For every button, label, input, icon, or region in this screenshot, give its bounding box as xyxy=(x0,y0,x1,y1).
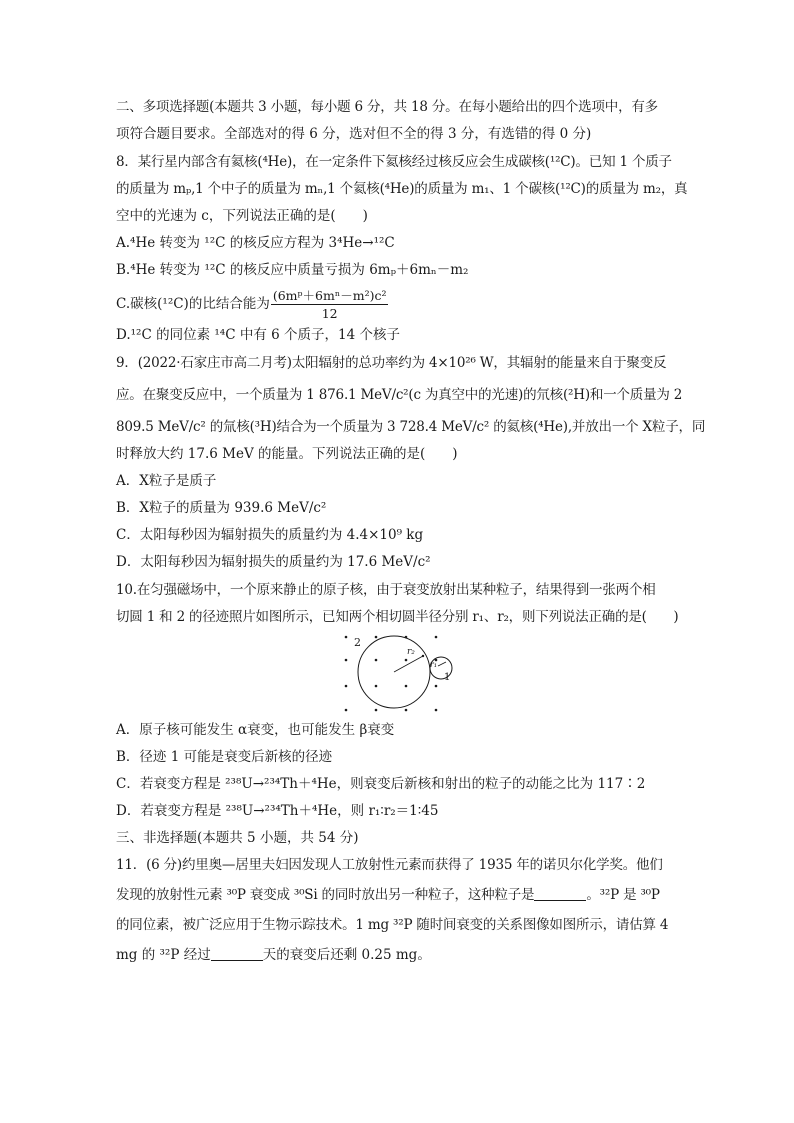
section2-heading-line2: 项符合题目要求。全部选对的得 6 分，选对但不全的得 3 分，有选错的得 0 分) xyxy=(116,126,592,142)
q8-stem-line2: 的质量为 mₚ,1 个中子的质量为 mₙ,1 个氦核(⁴He)的质量为 m₁、1 个碳核(¹²C)的质量为 m₂，真 xyxy=(116,181,688,197)
q8-option-b: B.⁴He 转变为 ¹²C 的核反应中质量亏损为 6mₚ＋6mₙ－m₂ xyxy=(116,262,469,278)
q11-stem-line1: 11．(6 分)约里奥—居里夫妇因发现人工放射性元素而获得了 1935 年的诺贝尔化学奖。他们 xyxy=(116,857,663,873)
q9-stem-line1: 9．(2022·石家庄市高二月考)太阳辐射的总功率约为 4×10²⁶ W，其辐射的能量来自于聚变反 xyxy=(116,355,667,371)
q8-stem-line3: 空中的光速为 c，下列说法正确的是( ) xyxy=(116,208,368,224)
section3-heading: 三、非选择题(本题共 5 小题，共 54 分) xyxy=(116,830,359,846)
q10-option-c: C．若衰变方程是 ²³⁸U→²³⁴Th＋⁴He，则衰变后新核和射出的粒子的动能之比为 117∶2 xyxy=(116,776,646,792)
exam-page xyxy=(116,97,706,972)
q11-line2-text-a: 发现的放射性元素 ³⁰P 衰变成 ³⁰Si 的同时放出另一种粒子，这种粒子是 xyxy=(116,887,535,903)
q11-line4-text-b: 天的衰变后还剩 0.25 mg。 xyxy=(262,947,431,963)
label-r2: r₂ xyxy=(407,647,415,657)
tangent-circles-diagram xyxy=(342,634,451,714)
q8-option-a: A.⁴He 转变为 ¹²C 的核反应方程为 3⁴He→¹²C xyxy=(116,235,395,251)
fraction-numerator: (6mᵖ＋6mⁿ－m²)c² xyxy=(272,288,387,303)
label-circle-2: 2 xyxy=(354,636,361,649)
q11-stem-line4 xyxy=(116,945,686,965)
label-circle-1: 1 xyxy=(444,672,451,683)
q10-stem-line1: 10.在匀强磁场中，一个原来静止的原子核，由于衰变放射出某种粒子，结果得到一张两个相 xyxy=(116,582,656,598)
q9-option-b: B．X粒子的质量为 939.6 MeV/c² xyxy=(116,500,327,516)
q9-option-a: A．X粒子是质子 xyxy=(116,473,217,489)
q10-option-a: A．原子核可能发生 α衰变，也可能发生 β衰变 xyxy=(116,722,395,738)
fraction-denominator: 12 xyxy=(321,306,338,321)
q11-line4-text-a: mg 的 ³²P 经过 xyxy=(116,947,211,963)
q9-stem-line2: 应。在聚变反应中，一个质量为 1 876.1 MeV/c²(c 为真空中的光速)的氘核(²H)和一个质量为 2 xyxy=(116,387,683,403)
q11-blank-1[interactable] xyxy=(534,887,586,901)
q9-stem-line4: 时释放大约 17.6 MeV 的能量。下列说法正确的是( ) xyxy=(116,446,458,462)
q11-stem-line2 xyxy=(116,885,686,905)
q8-option-c-text: C.碳核(¹²C)的比结合能为 xyxy=(116,296,270,312)
radius-line-r1 xyxy=(438,662,446,666)
q9-stem-line3: 809.5 MeV/c² 的氚核(³H)结合为一个质量为 3 728.4 MeV/c² 的氦核(⁴He),并放出一个 X粒子，同 xyxy=(116,419,706,435)
q8-stem-line1: 8．某行星内部含有氦核(⁴He)，在一定条件下氦核经过核反应会生成碳核(¹²C)。已知 1 个质子 xyxy=(116,154,672,170)
q11-blank-2[interactable] xyxy=(211,947,263,961)
q10-option-d: D．若衰变方程是 ²³⁸U→²³⁴Th＋⁴He，则 r₁∶r₂＝1∶45 xyxy=(116,803,439,819)
label-r1: r₁ xyxy=(430,660,438,669)
q11-stem-line3: 的同位素，被广泛应用于生物示踪技术。1 mg ³²P 随时间衰变的关系图像如图所示，请估算 4 xyxy=(116,917,669,933)
q10-option-b: B．径迹 1 可能是衰变后新核的径迹 xyxy=(116,749,333,765)
radius-line-r2 xyxy=(394,656,423,672)
q9-option-c: C．太阳每秒因为辐射损失的质量约为 4.4×10⁹ kg xyxy=(116,527,424,543)
q10-stem-line2: 切圆 1 和 2 的径迹照片如图所示，已知两个相切圆半径分别 r₁、r₂，则下列说法正确的是( ) xyxy=(116,609,679,625)
q10-figure xyxy=(116,634,686,714)
q8-option-d: D.¹²C 的同位素 ¹⁴C 中有 6 个质子，14 个核子 xyxy=(116,327,400,343)
section2-heading-line1: 二、多项选择题(本题共 3 小题，每小题 6 分，共 18 分。在每小题给出的四个选项中，有多 xyxy=(116,99,658,115)
center-dot xyxy=(422,655,424,657)
q9-option-d: D．太阳每秒因为辐射损失的质量约为 17.6 MeV/c² xyxy=(116,554,431,570)
q11-line2-text-b: 。³²P 是 ³⁰P xyxy=(586,887,660,903)
q8-option-c-fraction xyxy=(271,288,389,321)
q8-option-c xyxy=(116,287,686,321)
